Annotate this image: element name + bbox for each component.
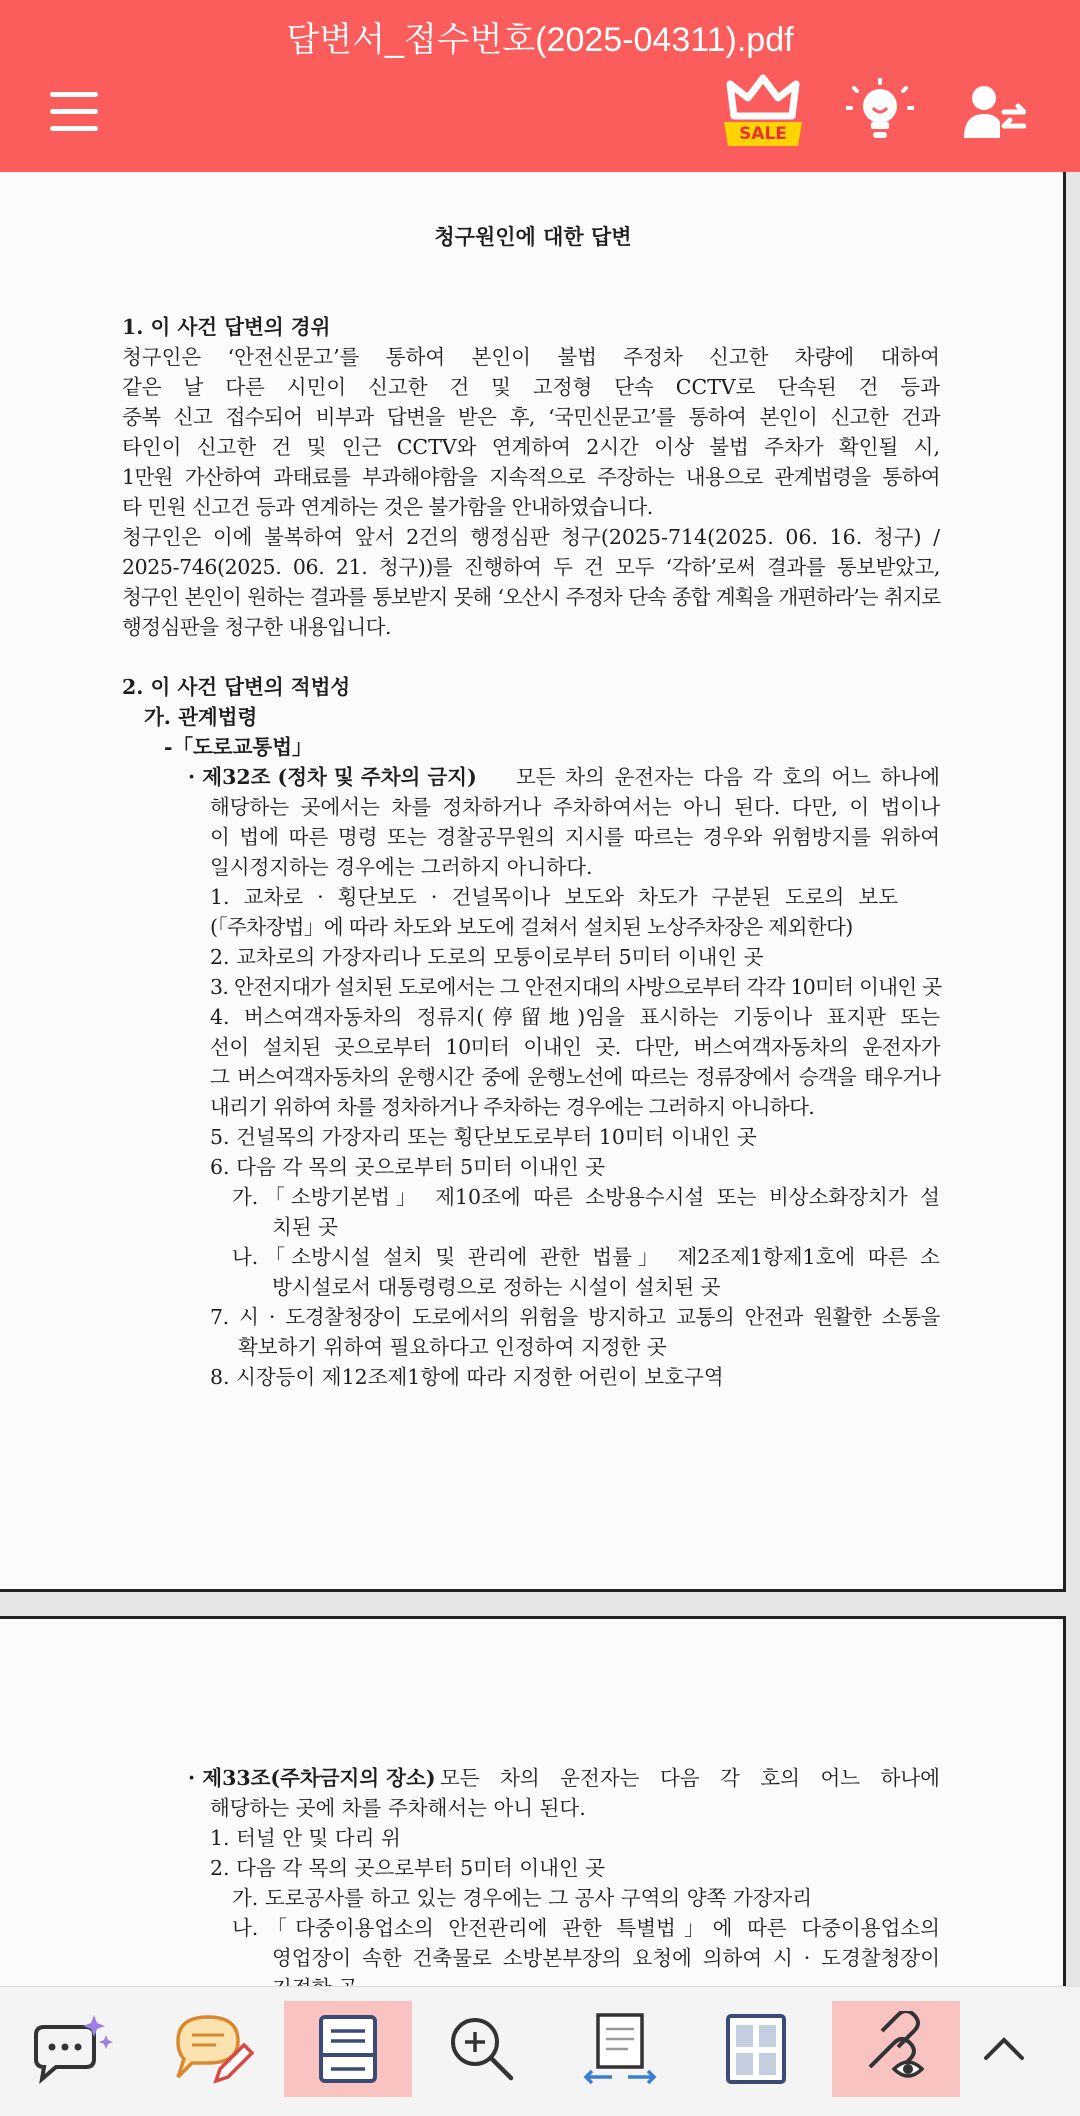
- article-subitem: 가.「소방기본법」 제10조에 따른 소방용수시설 또는 비상소화장치가 설: [232, 1185, 940, 1209]
- paragraph-line: 같은 날 다른 시민이 신고한 건 및 고정형 단속 CCTV로 단속된 건 등과: [122, 375, 940, 399]
- paragraph-line: 타 민원 신고건 등과 연계하는 것은 불가함을 안내하였습니다.: [122, 495, 653, 519]
- article-subitem: 나.「소방시설 설치 및 관리에 관한 법률」 제2조제1항제1호에 따른 소: [232, 1245, 940, 1269]
- article-item: 6. 다음 각 목의 곳으로부터 5미터 이내인 곳: [210, 1155, 606, 1179]
- paragraph-line: 행정심판을 청구한 내용입니다.: [122, 615, 391, 639]
- article-item: 선이 설치된 곳으로부터 10미터 이내인 곳. 다만, 버스여객자동차의 운전자가: [210, 1035, 940, 1059]
- article-item: 내리기 위하여 차를 정차하거나 주차하는 경우에는 그러하지 아니하다.: [210, 1095, 815, 1119]
- app-header: [0, 0, 1080, 172]
- sale-label: SALE: [739, 124, 787, 144]
- article-line: 해당하는 곳에 차를 주차해서는 아니 된다.: [210, 1796, 586, 1820]
- article-line: 모든 차의 운전자는 다음 각 호의 어느 하나에: [516, 765, 940, 789]
- law-name: -「도로교통법」: [164, 735, 313, 759]
- paragraph-line: 청구인은 ‘안전신문고’를 통하여 본인이 불법 주정차 신고한 차량에 대하여: [122, 345, 940, 369]
- zoom-in-icon[interactable]: [418, 2001, 546, 2097]
- article-item: 2. 교차로의 가장자리나 도로의 모퉁이로부터 5미터 이내인 곳: [210, 945, 764, 969]
- ai-chat-icon[interactable]: [8, 2001, 136, 2097]
- reading-mode-icon[interactable]: [284, 2001, 412, 2097]
- document-title: 답변서_접수번호(2025-04311).pdf: [286, 21, 794, 59]
- pdf-page-1[interactable]: [0, 172, 1066, 1592]
- link-view-icon[interactable]: [832, 2001, 960, 2097]
- paragraph-line: 중복 신고 접수되어 비부과 답변을 받은 후, ‘국민신문고’를 통하여 본인이 신고한 건과: [122, 405, 940, 429]
- user-switch-icon[interactable]: [964, 82, 1026, 142]
- section-2-heading: 2. 이 사건 답변의 적법성: [122, 675, 351, 699]
- crown-sale-icon[interactable]: [720, 74, 806, 150]
- article-item: 7. 시 · 도경찰청장이 도로에서의 위험을 방지하고 교통의 안전과 원활한 소통을: [210, 1305, 940, 1329]
- article-item: 그 버스여객자동차의 운행시간 중에 운행노선에 따르는 정류장에서 승객을 태우거나: [210, 1065, 940, 1089]
- article-item: 5. 건널목의 가장자리 또는 횡단보도로부터 10미터 이내인 곳: [210, 1125, 757, 1149]
- paragraph-line: 청구인 본인이 원하는 결과를 통보받지 못해 ‘오산시 주정차 단속 종합 계획을 개편하라’는 취지로: [122, 585, 940, 609]
- article-32-title: · 제32조 (정차 및 주차의 금지): [188, 765, 477, 789]
- article-item: 3. 안전지대가 설치된 도로에서는 그 안전지대의 사방으로부터 각각 10미터 이내인 곳: [210, 975, 942, 999]
- article-subitem: 영업장이 속한 건축물로 소방본부장의 요청에 의하여 시 · 도경찰청장이: [272, 1946, 940, 1970]
- paragraph-line: 2025-746(2025. 06. 21. 청구))를 진행하여 두 건 모두 ‘각하’로써 결과를 통보받았고,: [122, 555, 940, 579]
- menu-icon[interactable]: [50, 92, 98, 132]
- article-line: 일시정지하는 경우에는 그러하지 아니하다.: [210, 855, 593, 879]
- article-line: 모든 차의 운전자는 다음 각 호의 어느 하나에: [440, 1766, 940, 1790]
- article-subitem: 가. 도로공사를 하고 있는 경우에는 그 공사 구역의 양쪽 가장자리: [232, 1886, 813, 1910]
- lightbulb-icon[interactable]: [846, 78, 914, 146]
- chevron-up-icon[interactable]: [964, 2001, 1044, 2097]
- article-item: (「주차장법」에 따라 차도와 보도에 걸쳐서 설치된 노상주차장은 제외한다): [210, 915, 853, 939]
- section-1-heading: 1. 이 사건 답변의 경위: [122, 315, 331, 339]
- article-33-title: · 제33조(주차금지의 장소): [188, 1766, 436, 1790]
- paragraph-line: 타인이 신고한 건 및 인근 CCTV와 연계하여 2시간 이상 불법 주차가 확인될 시,: [122, 435, 940, 459]
- subsection-heading: 가. 관계법령: [144, 705, 258, 729]
- article-item: 8. 시장등이 제12조제1항에 따라 지정한 어린이 보호구역: [210, 1365, 724, 1389]
- thumbnails-icon[interactable]: [692, 2001, 820, 2097]
- article-subitem: 치된 곳: [272, 1215, 338, 1239]
- paragraph-line: 1만원 가산하여 과태료를 부과해야함을 지속적으로 주장하는 내용으로 관계법령을 통하여: [122, 465, 940, 489]
- article-item: 확보하기 위하여 필요하다고 인정하여 지정한 곳: [238, 1335, 667, 1359]
- doc-heading: 청구원인에 대한 답변: [434, 224, 632, 249]
- article-item: 1. 교차로 · 횡단보도 · 건널목이나 보도와 차도가 구분된 도로의 보도: [210, 885, 898, 909]
- page-swap-icon[interactable]: [556, 2001, 684, 2097]
- article-subitem: 방시설로서 대통령령으로 정하는 시설이 설치된 곳: [272, 1275, 721, 1299]
- article-line: 해당하는 곳에서는 차를 정차하거나 주차하여서는 아니 된다. 다만, 이 법이나: [210, 795, 940, 819]
- comment-pen-icon[interactable]: [148, 2001, 276, 2097]
- article-line: 이 법에 따른 명령 또는 경찰공무원의 지시를 따르는 경우와 위험방지를 위하여: [210, 825, 940, 849]
- article-item: 4. 버스여객자동차의 정류지(停留地)임을 표시하는 기둥이나 표지판 또는: [210, 1005, 940, 1029]
- bottom-toolbar: [0, 1986, 1080, 2116]
- article-item: 2. 다음 각 목의 곳으로부터 5미터 이내인 곳: [210, 1856, 606, 1880]
- paragraph-line: 청구인은 이에 불복하여 앞서 2건의 행정심판 청구(2025-714(2025. 06. 16. 청구) /: [122, 525, 940, 549]
- article-subitem: 나.「다중이용업소의 안전관리에 관한 특별법」에 따른 다중이용업소의: [232, 1916, 940, 1940]
- article-item: 1. 터널 안 및 다리 위: [210, 1826, 401, 1850]
